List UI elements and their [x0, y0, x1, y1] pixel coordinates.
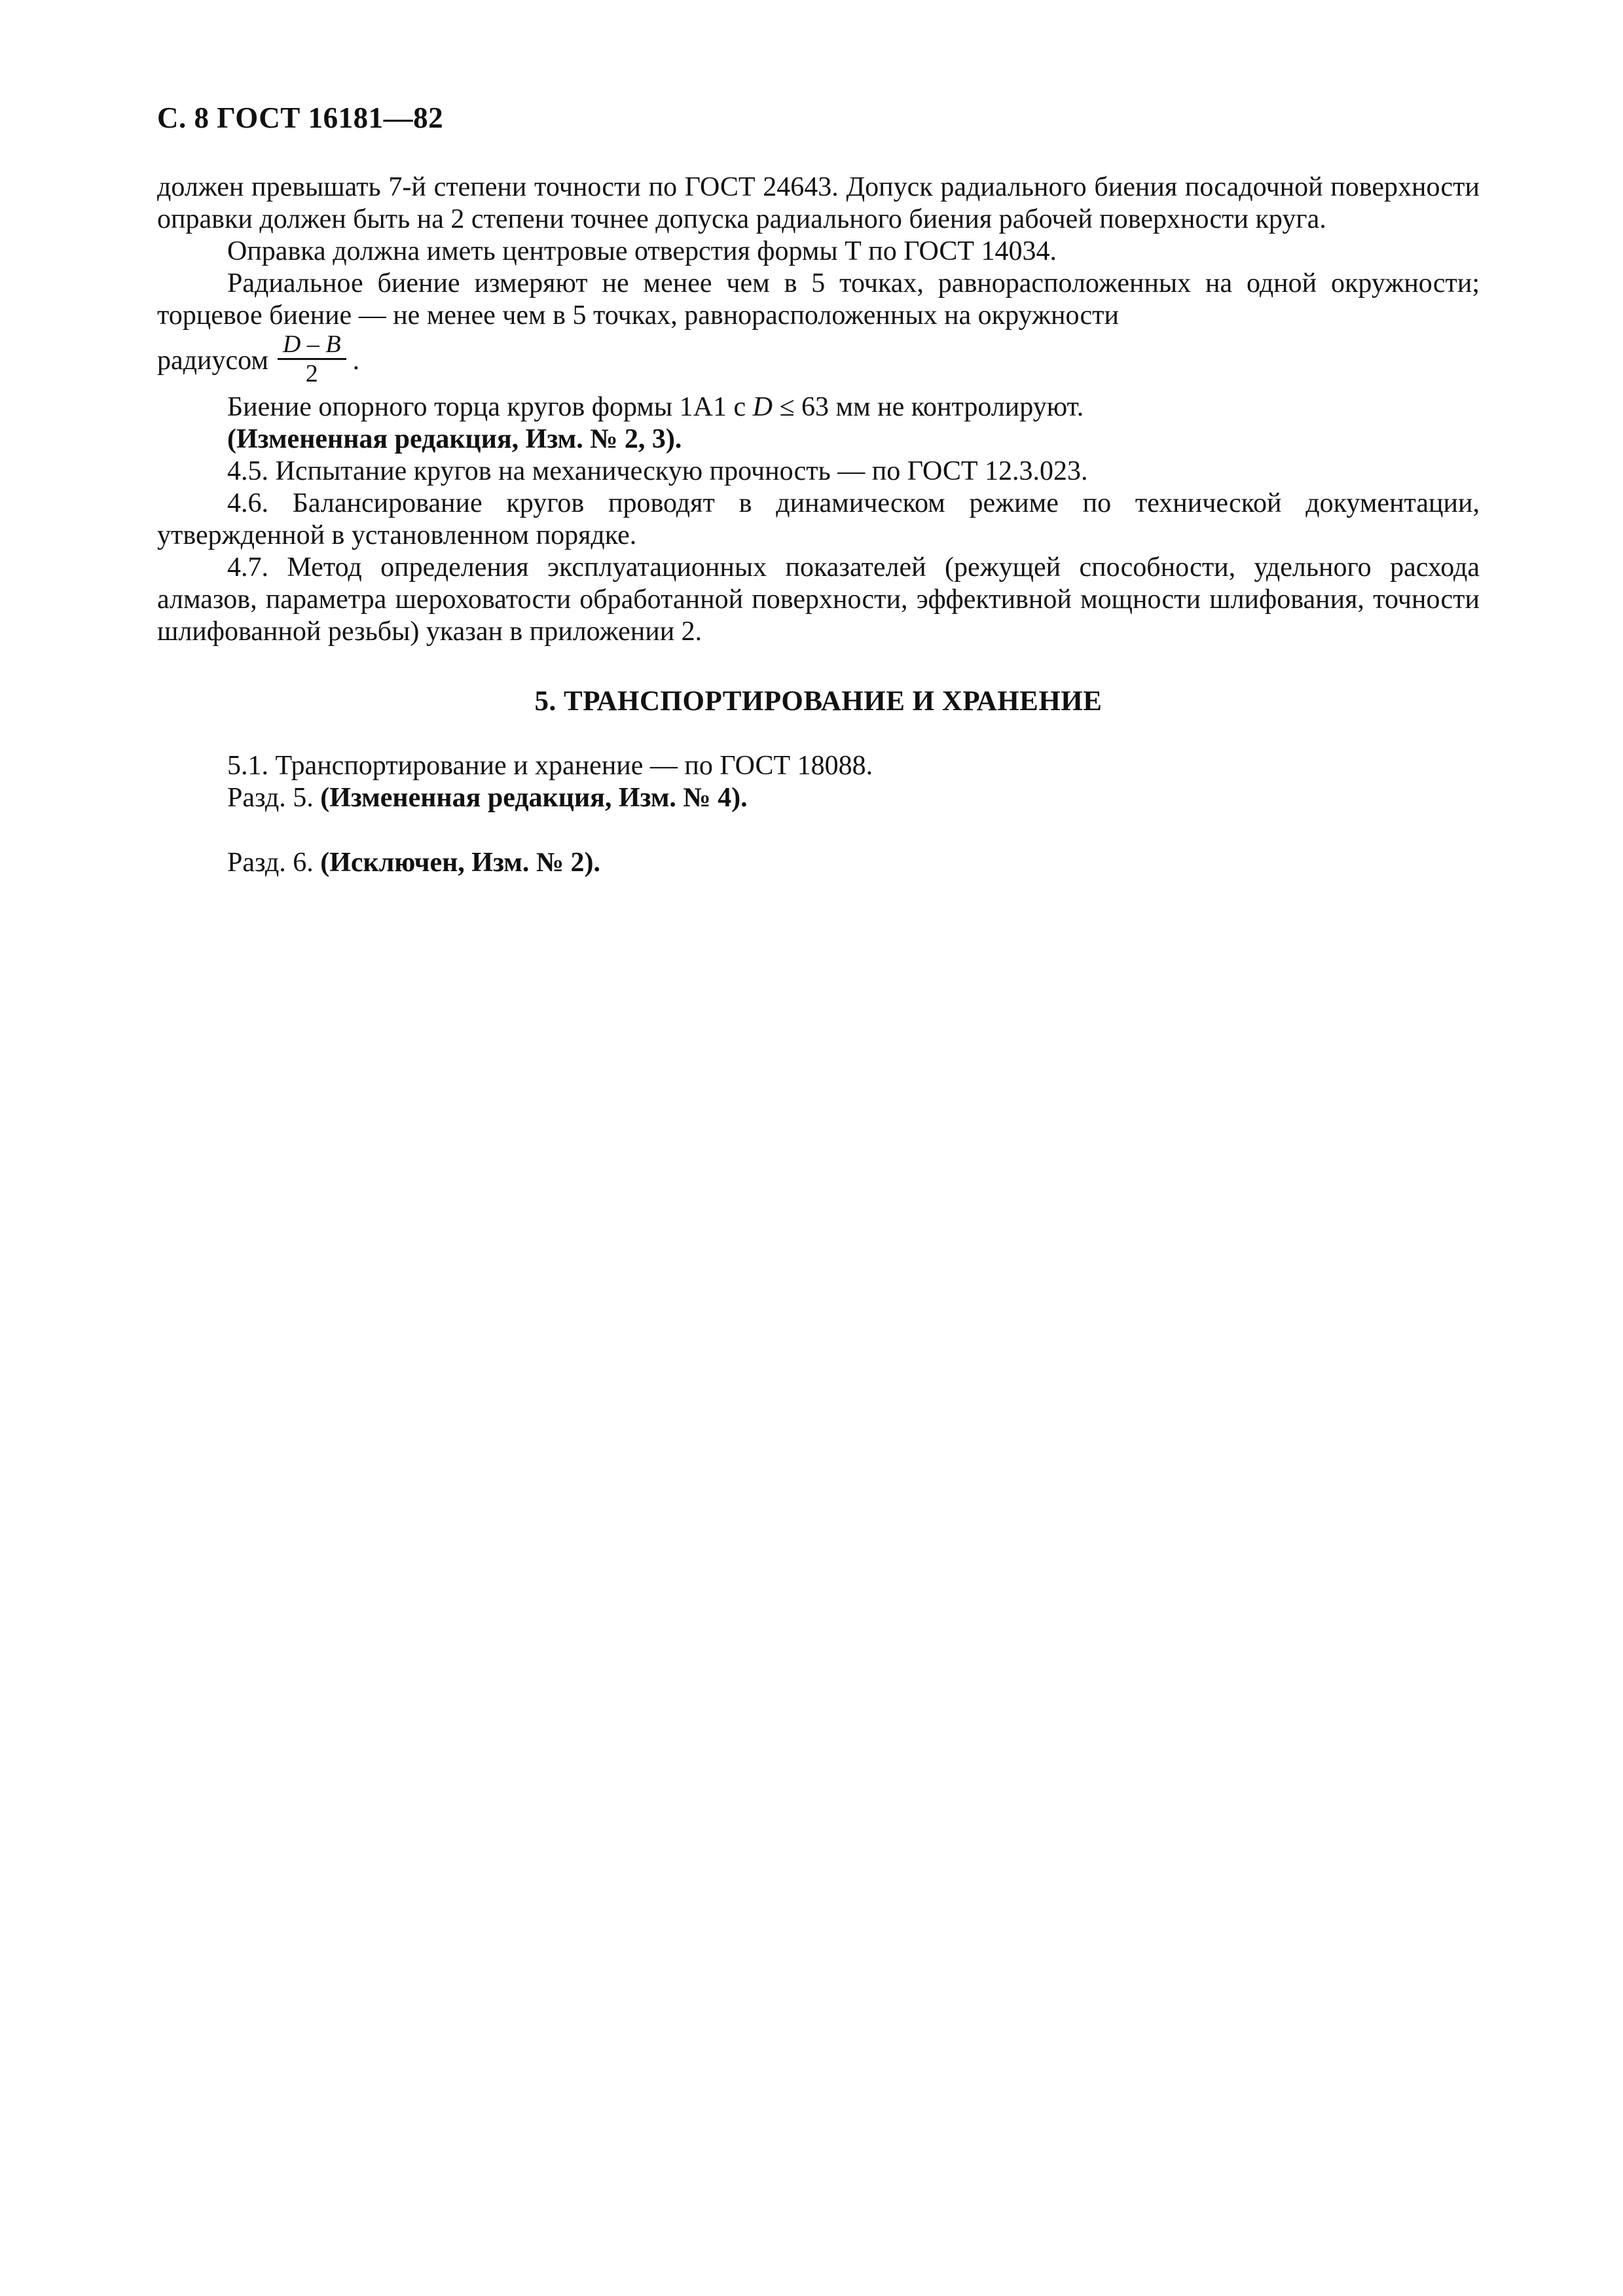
radius-word: радиусом: [157, 346, 268, 376]
section-6-excluded: [157, 847, 1480, 879]
page-header: С. 8 ГОСТ 16181—82: [157, 101, 444, 134]
paragraph-runout-measurement: Радиальное биение измеряют не менее чем в 5 точках, равнорасположенных на одной окружности; торцевое биение — не менее чем в 5 точках, равнорасположенных на окружности: [157, 268, 1480, 331]
section-5-amendment: [157, 782, 1480, 814]
item-4-5: 4.5. Испытание кругов на механическую прочность — по ГОСТ 12.3.023.: [227, 456, 1088, 486]
fraction-denominator: 2: [305, 360, 318, 387]
item-4-7: 4.7. Метод определения эксплуатационных показателей (режущей способности, удельного расхода алмазов, параметра шероховатости обработанной поверхности, эффективной мощности шлифования, точности шлифованной резьбы) указан в приложении 2.: [157, 552, 1480, 647]
document-page: [157, 98, 1480, 879]
fraction-period: .: [352, 346, 360, 376]
section-6-prefix: Разд. 6.: [227, 848, 314, 878]
section-5-title: 5. ТРАНСПОРТИРОВАНИЕ И ХРАНЕНИЕ: [534, 686, 1103, 717]
diameter-variable: D: [752, 392, 773, 422]
item-5-1: 5.1. Транспортирование и хранение — по ГОСТ 18088.: [227, 751, 873, 781]
radius-fraction: [278, 331, 346, 387]
section-6-note: (Исключен, Изм. № 2).: [320, 848, 601, 878]
section-5-note: (Измененная редакция, Изм. № 4).: [320, 783, 748, 813]
paragraph-support-face: [157, 391, 1480, 423]
paragraph-center-holes: Оправка должна иметь центровые отверстия формы Т по ГОСТ 14034.: [227, 236, 1057, 266]
section-5-prefix: Разд. 5.: [227, 783, 314, 813]
spacer: [157, 814, 1480, 847]
item-4-6: 4.6. Балансирование кругов проводят в динамическом режиме по технической документации, утвержденной в установленном порядке.: [157, 488, 1480, 550]
paragraph-mandrel-tolerance: должен превышать 7-й степени точности по ГОСТ 24643. Допуск радиального биения посадочной поверхности оправки должен быть на 2 степени точнее допуска радиального биения рабочей поверхности круга.: [157, 172, 1480, 234]
fraction-numerator: D – B: [278, 331, 346, 360]
support-face-text-b: ≤ 63 мм не контролируют.: [772, 392, 1084, 422]
support-face-text-a: Биение опорного торца кругов формы 1А1 с: [227, 392, 753, 422]
amendment-note-2-3: (Измененная редакция, Изм. № 2, 3).: [227, 424, 682, 454]
paragraph-radius-line: [157, 331, 1480, 391]
